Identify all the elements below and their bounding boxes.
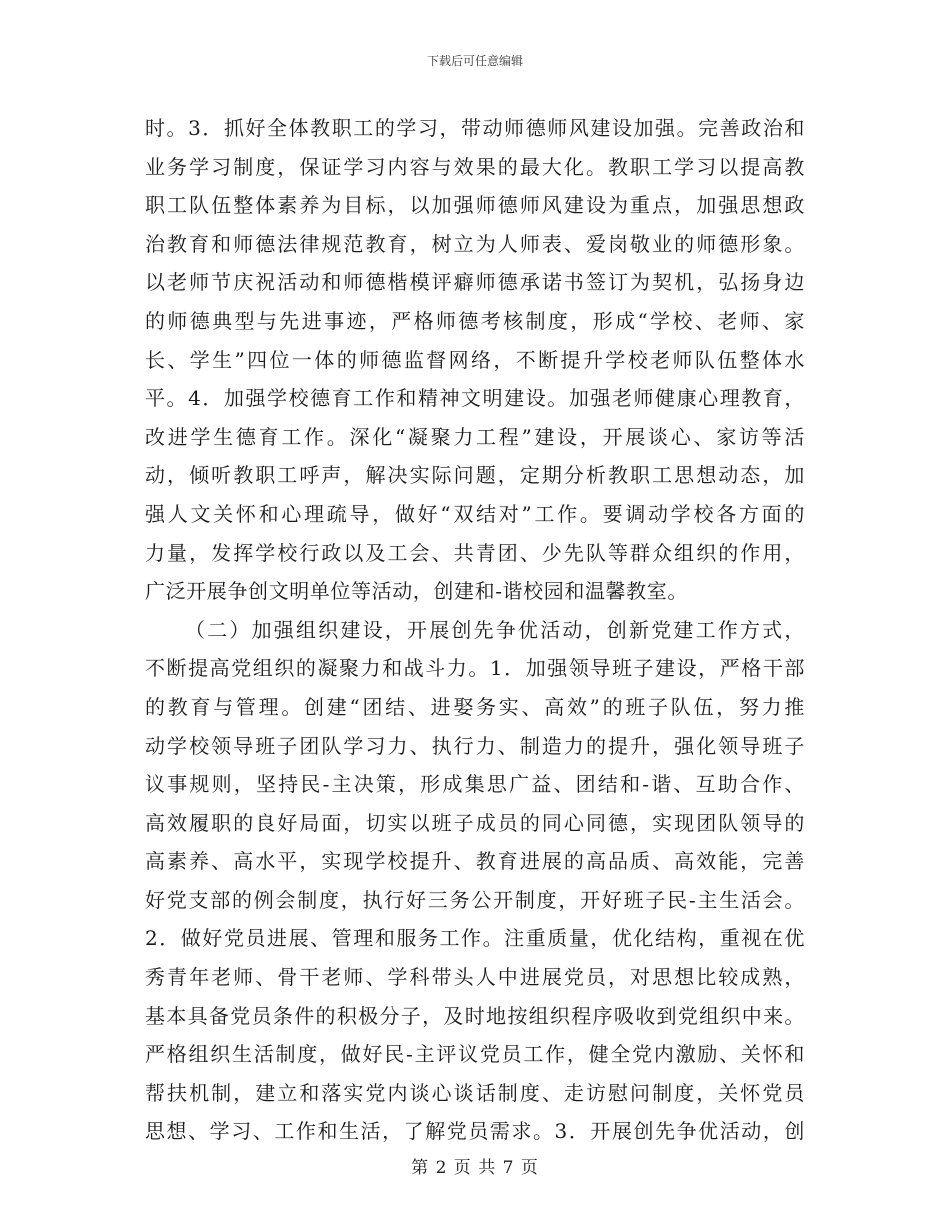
text-line: 思想、学习、工作和生活，了解党员需求。3．开展创先争优活动，创: [145, 1119, 805, 1144]
text-line: 严格组织生活制度，做好民-主评议党员工作，健全党内激励、关怀和: [145, 1042, 805, 1067]
text-line: 的教育与管理。创建“团结、进娶务实、高效”的班子队伍，努力推: [145, 694, 805, 719]
text-line: 不断提高党组织的凝聚力和战斗力。1．加强领导班子建设，严格干部: [145, 656, 805, 681]
text-line: 平。4．加强学校德育工作和精神文明建设。加强老师健康心理教育，: [145, 386, 805, 411]
text-line: 时。3．抓好全体教职工的学习，带动师德师风建设加强。完善政治和: [145, 116, 805, 140]
text-line: 帮扶机制，建立和落实党内谈心谈话制度、走访慰问制度，关怀党员: [145, 1080, 805, 1105]
text-line: 动，倾听教职工呼声，解决实际问题，定期分析教职工思想动态，加: [145, 463, 805, 488]
page-header: 下载后可任意编辑: [426, 54, 523, 68]
text-line: （二）加强组织建设，开展创先争优活动，创新党建工作方式，: [185, 617, 805, 642]
text-line: 好党支部的例会制度，执行好三务公开制度，开好班子民-主生活会。: [145, 887, 805, 912]
text-line: 职工队伍整体素养为目标，以加强师德师风建设为重点，加强思想政: [145, 193, 805, 218]
text-line: 动学校领导班子团队学习力、执行力、制造力的提升，强化领导班子: [145, 733, 805, 758]
text-line: 治教育和师德法律规范教育，树立为人师表、爱岗敬业的师德形象。: [145, 231, 805, 256]
text-line: 2．做好党员进展、管理和服务工作。注重质量，优化结构，重视在优: [145, 926, 805, 951]
text-line: 长、学生”四位一体的师德监督网络，不断提升学校老师队伍整体水: [145, 347, 805, 372]
page-number: 第 2 页 共 7 页: [411, 1158, 539, 1178]
paragraph: [145, 611, 805, 1151]
text-line: 议事规则，坚持民-主决策，形成集思广益、团结和-谐、互助合作、: [145, 772, 805, 797]
text-line: 高效履职的良好局面，切实以班子成员的同心同德，实现团队领导的: [145, 810, 805, 835]
text-line: 广泛开展争创文明单位等活动，创建和-谐校园和温馨教室。: [145, 579, 688, 604]
text-line: 秀青年老师、骨干老师、学科带头人中进展党员，对思想比较成熟，: [145, 965, 805, 990]
text-line: 强人文关怀和心理疏导，做好“双结对”工作。要调动学校各方面的: [145, 501, 805, 526]
text-line: 基本具备党员条件的积极分子，及时地按组织程序吸收到党组织中来。: [145, 1003, 805, 1028]
document-body: [145, 109, 805, 1151]
paragraph: [145, 109, 805, 611]
text-line: 改进学生德育工作。深化“凝聚力工程”建设，开展谈心、家访等活: [145, 424, 805, 449]
text-line: 力量，发挥学校行政以及工会、共青团、少先队等群众组织的作用，: [145, 540, 805, 565]
text-line: 高素养、高水平，实现学校提升、教育进展的高品质、高效能，完善: [145, 849, 805, 874]
text-line: 业务学习制度，保证学习内容与效果的最大化。教职工学习以提高教: [145, 154, 805, 179]
text-line: 以老师节庆祝活动和师德楷模评癖师德承诺书签订为契机，弘扬身边: [145, 270, 805, 295]
text-line: 的师德典型与先进事迹，严格师德考核制度，形成“学校、老师、家: [145, 308, 805, 333]
